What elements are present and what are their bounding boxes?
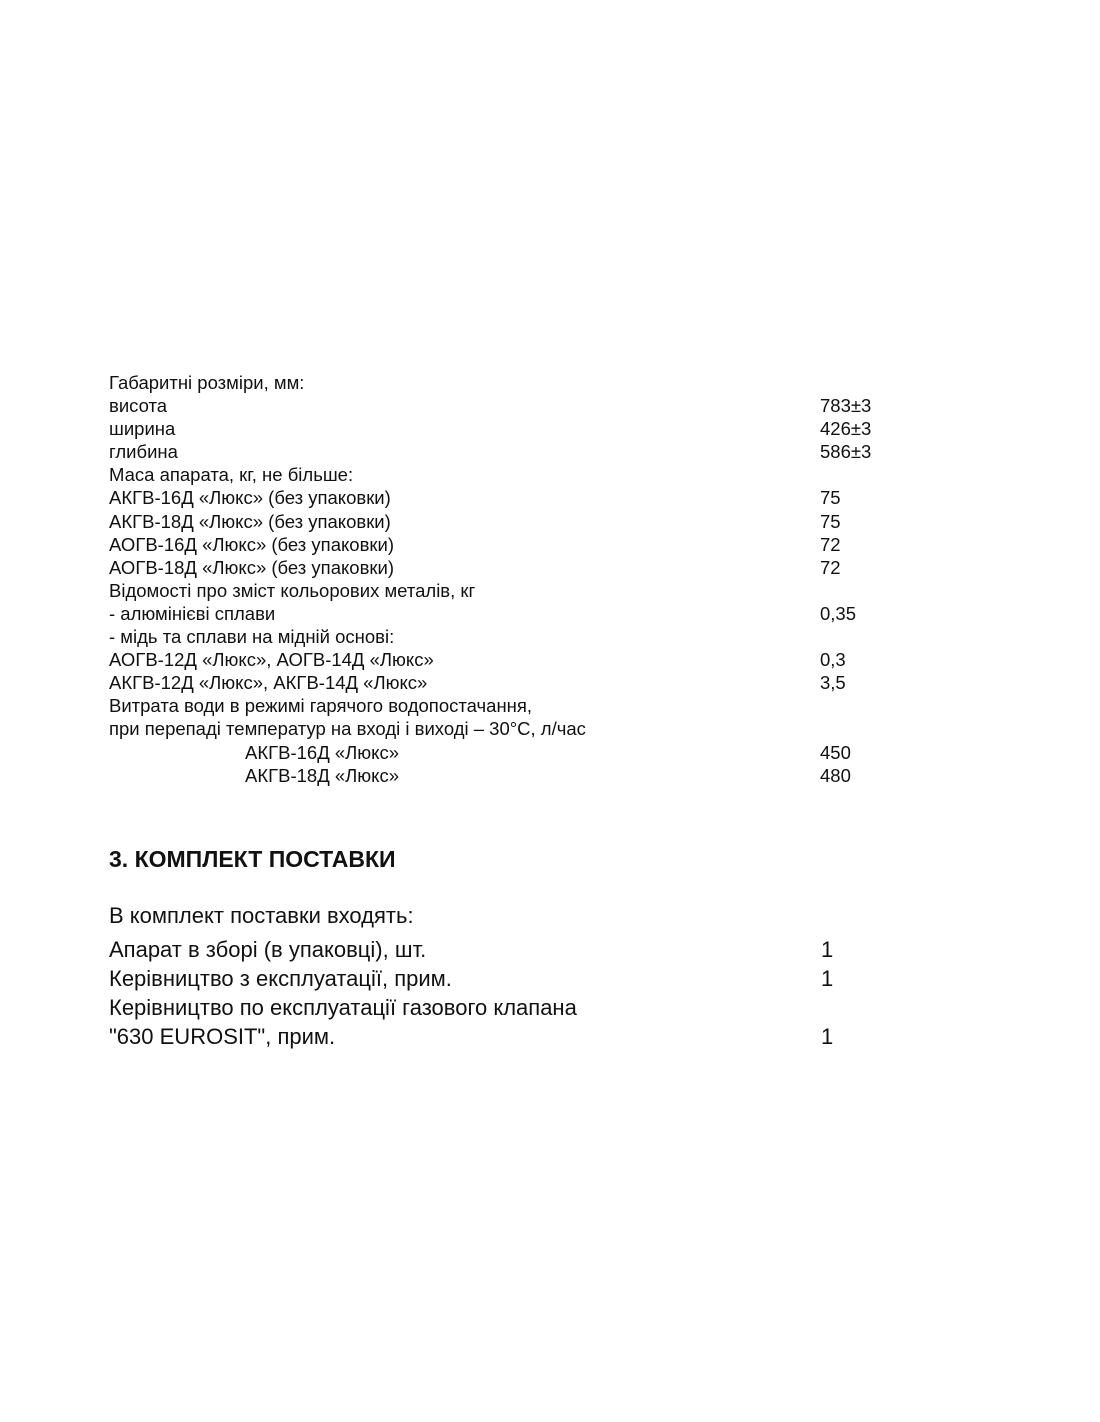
spec-row [109,764,909,787]
delivery-list [109,901,909,1051]
delivery-intro [109,901,909,935]
delivery-item-label: Керівництво по експлуатації газового клапана [109,995,577,1020]
delivery-item [109,964,909,993]
spec-label: Габаритні розміри, мм: [109,372,305,393]
spec-row [109,533,909,556]
spec-label: АКГВ-18Д «Люкс» (без упаковки) [109,510,391,532]
spec-label: АКГВ-18Д «Люкс» [245,764,400,786]
spec-value: 75 [820,487,841,509]
spec-row [109,741,909,764]
spec-row [109,394,909,417]
delivery-item-label: Апарат в зборі (в упаковці), шт. [109,937,427,962]
delivery-item [109,935,909,964]
delivery-item [109,1022,909,1051]
spec-value: 783±3 [820,395,872,417]
spec-row [109,671,909,694]
delivery-item-label: "630 EUROSIT", прим. [109,1024,336,1049]
spec-row [109,648,909,671]
spec-label: - алюмінієві сплави [109,602,276,624]
spec-value: 480 [820,764,851,786]
spec-row [109,486,909,509]
spec-label: АКГВ-12Д «Люкс», АКГВ-14Д «Люкс» [109,672,428,694]
spec-row [109,602,909,625]
spec-label: АКГВ-16Д «Люкс» [245,741,400,763]
spec-row [109,717,909,740]
spec-row [109,556,909,579]
spec-value: 450 [820,741,851,763]
spec-value: 75 [820,510,841,532]
spec-row [109,463,909,486]
spec-label: Витрата води в режимі гарячого водопостачання, [109,695,533,717]
spec-value: 426±3 [820,418,872,440]
delivery-item-quantity: 1 [821,966,834,991]
delivery-item-quantity: 1 [821,1024,834,1049]
spec-value: 72 [820,556,841,578]
spec-value: 72 [820,533,841,555]
spec-value: 0,35 [820,602,857,624]
spec-label: ширина [109,418,176,440]
spec-label: АОГВ-16Д «Люкс» (без упаковки) [109,533,394,555]
spec-row [109,371,909,394]
spec-label: - мідь та сплави на мідній основі: [109,626,395,648]
spec-row [109,440,909,463]
spec-label: АКГВ-16Д «Люкс» (без упаковки) [109,487,391,509]
spec-label: висота [109,395,168,417]
delivery-item-label: Керівництво з експлуатації, прим. [109,966,452,991]
spec-label: глибина [109,441,178,463]
spec-label: Маса апарата, кг, не більше: [109,464,354,486]
spec-row [109,625,909,648]
spec-label: АОГВ-18Д «Люкс» (без упаковки) [109,556,394,578]
spec-value: 0,3 [820,649,846,671]
spec-row [109,417,909,440]
spec-label: АОГВ-12Д «Люкс», АОГВ-14Д «Люкс» [109,649,434,671]
section-title: 3. КОМПЛЕКТ ПОСТАВКИ [109,846,396,872]
delivery-item [109,993,909,1022]
spec-row [109,579,909,602]
spec-label: при перепаді температур на вході і виході – 30°С, л/час [109,718,586,740]
spec-value: 3,5 [820,672,846,694]
spec-value: 586±3 [820,441,872,463]
spec-row [109,694,909,717]
spec-row [109,510,909,533]
spec-label: Відомості про зміст кольорових металів, кг [109,579,476,601]
delivery-item-quantity: 1 [821,937,834,962]
delivery-intro-text: В комплект поставки входять: [109,903,414,928]
specifications-list [109,371,909,787]
